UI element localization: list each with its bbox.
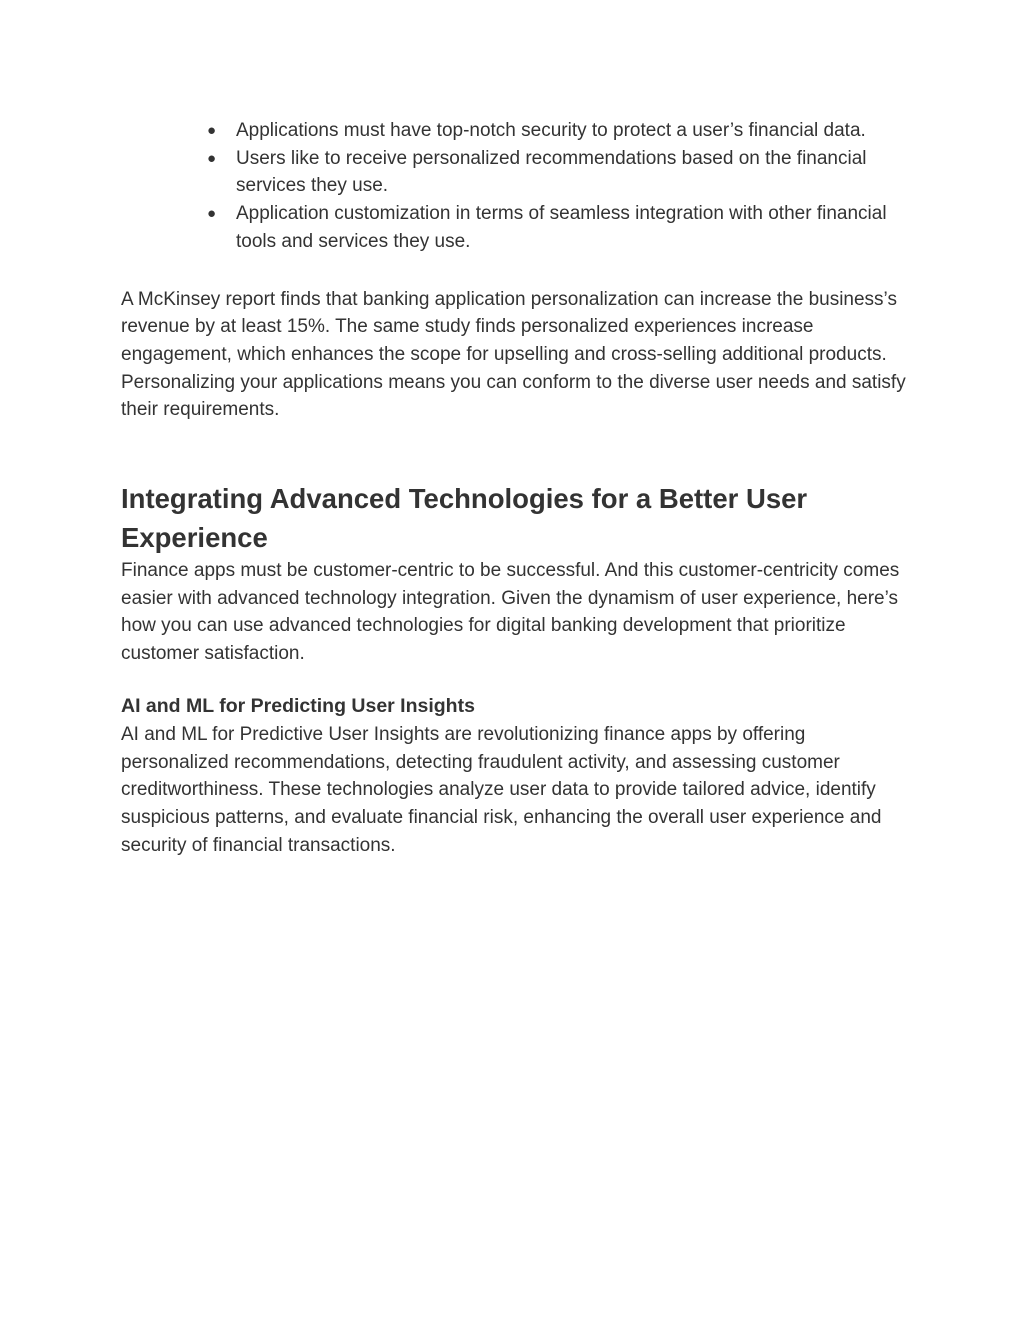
list-item-text: Applications must have top-notch security to protect a user’s financial data. [236, 120, 866, 141]
list-item [207, 200, 906, 255]
bullet-list [121, 117, 906, 256]
bullet-icon: ● [207, 205, 217, 223]
subsection-heading: AI and ML for Predicting User Insights [121, 694, 475, 717]
list-item [207, 117, 906, 145]
list-item-text: Users like to receive personalized recommendations based on the financial services they use. [236, 147, 867, 197]
bullet-icon: ● [207, 122, 217, 139]
list-item [207, 145, 906, 200]
document-body [121, 117, 906, 859]
paragraph-ai-ml: AI and ML for Predictive User Insights are revolutionizing finance apps by offering personalized recommendations, detecting fraudulent activity, and assessing customer creditworthiness. These technologies analyze user data to provide tailored advice, identify suspicious patterns, and evaluate financial risk, enhancing the overall user experience and security of financial transactions. [121, 723, 882, 856]
bullet-icon: ● [207, 149, 217, 167]
paragraph-intro: Finance apps must be customer-centric to be successful. And this customer-centricity comes easier with advanced technology integration. Given the dynamism of user experience, here’s how you can use advanced technologies for digital banking development that prioritize customer satisfaction. [121, 560, 900, 665]
list-item-text: Application customization in terms of seamless integration with other financial tools and services they use. [236, 203, 887, 252]
section-heading: Integrating Advanced Technologies for a Better User Experience [121, 483, 808, 554]
paragraph-mckinsey: A McKinsey report finds that banking application personalization can increase the business’s revenue by at least 15%. The same study finds personalized experiences increase engagement, which enhances the scope for upselling and cross-selling additional products. Personalizing your applications means you can conform to the diverse user needs and satisfy their requirements. [121, 288, 906, 421]
